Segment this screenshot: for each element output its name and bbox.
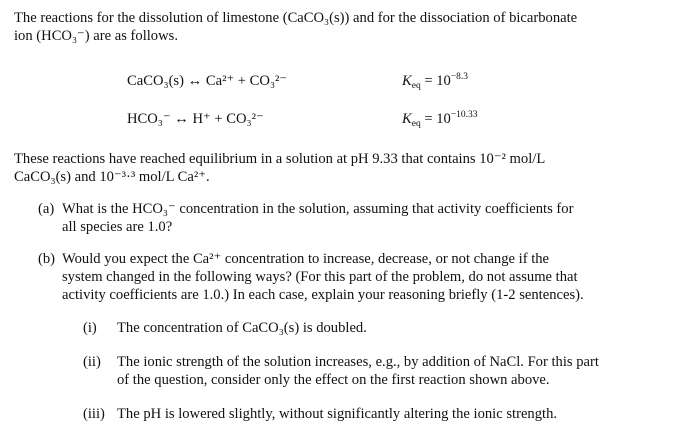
reaction-2-keq: $K_{eq} = 10^{-10.33}$	[402, 110, 478, 129]
question-a-label: (a)	[38, 201, 55, 217]
reaction-1-keq: $K_{eq} = 10^{-8.3}$	[402, 72, 469, 91]
equilibrium-line-2: CaCO₃(s) and 10⁻³·³ mol/L Ca²⁺.	[14, 169, 210, 185]
subpart-ii-text	[117, 353, 677, 389]
reaction-2-equation: HCO₃⁻ ↔ H⁺ + CO₃²⁻	[127, 111, 264, 127]
question-b	[38, 250, 682, 304]
question-a	[38, 200, 682, 236]
question-b-line-3: activity coefficients are 1.0.) In each case, explain your reasoning briefly (1-2 sentences).	[62, 287, 584, 303]
subpart-ii-label: (ii)	[83, 354, 101, 370]
question-b-line-1: Would you expect the Ca²⁺ concentration to increase, decrease, or not change if the	[62, 251, 550, 267]
question-a-line-2: all species are 1.0?	[62, 219, 173, 235]
question-b-line-2: system changed in the following ways? (For this part of the problem, do not assume that	[62, 269, 578, 285]
equilibrium-paragraph	[14, 150, 694, 186]
question-b-label: (b)	[38, 251, 56, 267]
subpart-i-text: The concentration of CaCO₃(s) is doubled.	[117, 320, 367, 336]
question-a-line-1: What is the HCO₃⁻ concentration in the solution, assuming that activity coefficients for	[62, 201, 574, 217]
intro-line-1: The reactions for the dissolution of limestone (CaCO₃(s)) and for the dissociation of bicarbonate	[14, 10, 578, 26]
intro-paragraph	[14, 9, 694, 45]
equilibrium-line-1: These reactions have reached equilibrium in a solution at pH 9.33 that contains 10⁻² mol/L	[14, 151, 546, 167]
subpart-iii-text: The pH is lowered slightly, without significantly altering the ionic strength.	[117, 406, 558, 422]
subpart-i-label: (i)	[83, 320, 97, 336]
subpart-ii-line-1: The ionic strength of the solution increases, e.g., by addition of NaCl. For this part	[117, 354, 599, 370]
reaction-1-equation: CaCO₃(s) ↔ Ca²⁺ + CO₃²⁻	[127, 73, 288, 89]
subpart-ii-line-2: of the question, consider only the effect on the first reaction shown above.	[117, 372, 550, 388]
intro-line-2: ion (HCO₃⁻) are as follows.	[14, 28, 178, 44]
subpart-iii-label: (iii)	[83, 406, 105, 422]
